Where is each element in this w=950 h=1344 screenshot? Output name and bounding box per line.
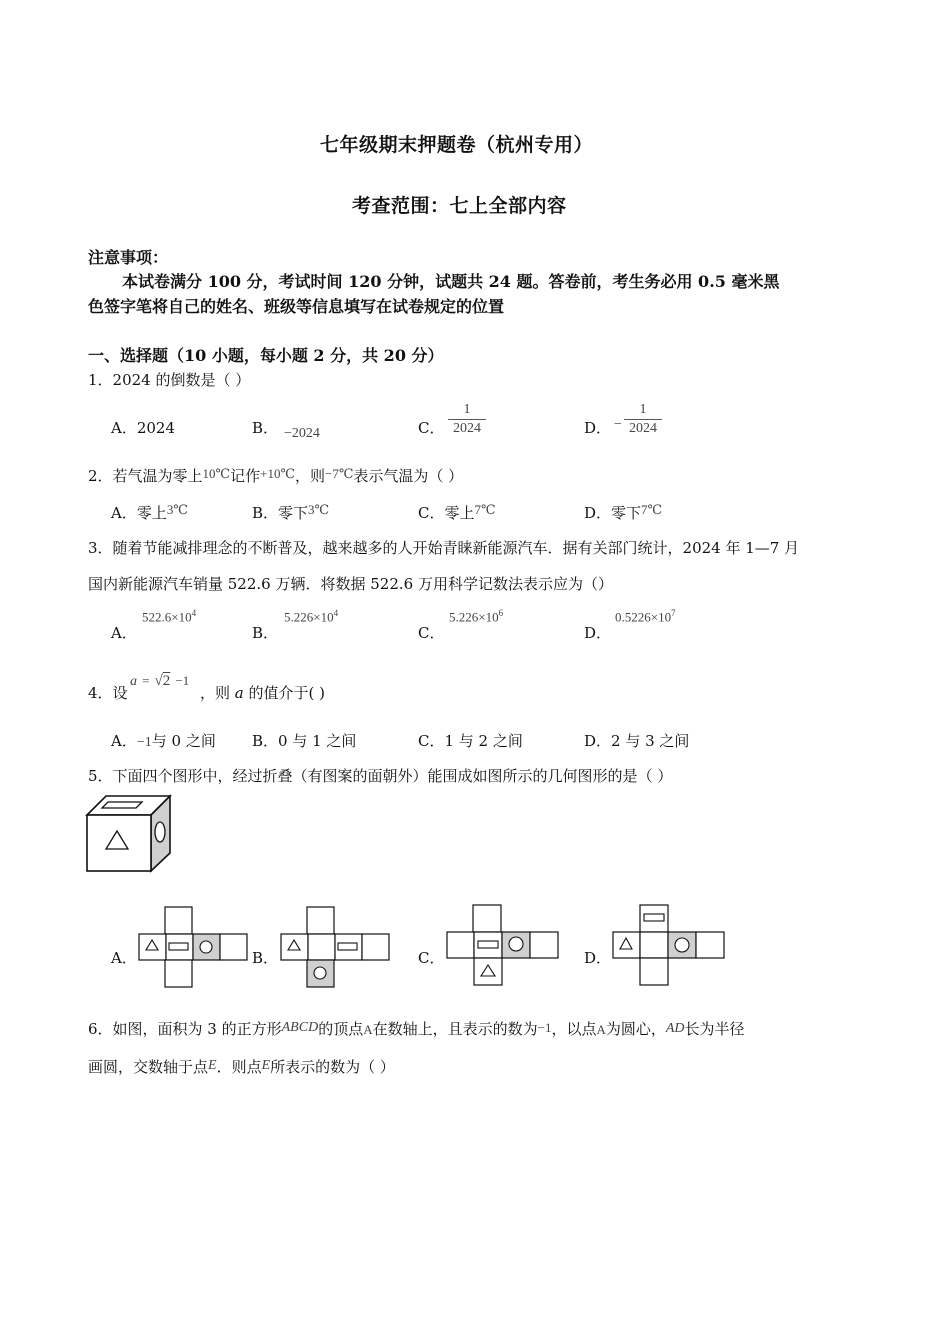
cube-front-face <box>87 815 151 871</box>
net-face <box>530 932 558 958</box>
page-title: 七年级期末押题卷（杭州专用） <box>320 134 594 156</box>
q3-b-exp: 4 <box>333 608 339 618</box>
net-face <box>640 958 668 985</box>
q6-line-1 <box>88 1018 745 1039</box>
q2-option-c <box>418 502 496 523</box>
q6-text-5: 为圆心， <box>605 1020 666 1038</box>
q5-a-label: A． <box>111 949 137 967</box>
q1-c-denominator: 2024 <box>453 421 481 436</box>
net-face <box>473 905 501 932</box>
q3-d-base: 0.5226×10 <box>615 609 672 625</box>
q3-b-value <box>284 608 338 625</box>
notice-line-2: 色签字笔将自己的姓名、班级等信息填写在试卷规定的位置 <box>88 297 505 316</box>
q2-math-1: 10℃ <box>202 466 231 481</box>
q1-a-label: A． <box>111 419 137 437</box>
q6-text-1: 6．如图，面积为 3 的正方形 <box>88 1020 282 1038</box>
rectangle-icon <box>644 914 664 921</box>
q2-c-value: 7℃ <box>474 502 496 517</box>
q4-eq: = <box>142 673 150 688</box>
q3-c-exp: 6 <box>498 608 504 618</box>
q2-math-2: +10℃ <box>260 466 295 481</box>
q6-math-e2: E <box>261 1058 271 1073</box>
q1-d-sign: − <box>614 417 622 432</box>
q4-formula <box>130 670 189 690</box>
q2-d-value: 7℃ <box>641 502 663 517</box>
q6-text-8: ．则点 <box>216 1058 262 1076</box>
q1-c-label: C． <box>418 419 445 437</box>
net-face <box>165 960 192 987</box>
q2-c-label: C．零上 <box>418 504 475 522</box>
q2-math-3: −7℃ <box>325 466 354 481</box>
q2-b-label: B．零下 <box>252 504 309 522</box>
q1-c-fraction <box>448 402 486 437</box>
q5-d-label: D． <box>584 949 612 967</box>
q2-option-a <box>111 502 188 523</box>
q1-d-fraction <box>624 402 662 437</box>
q2-d-label: D．零下 <box>584 504 642 522</box>
q3-a-base: 522.6×10 <box>142 609 192 625</box>
net-a <box>138 906 248 988</box>
q3-line-1: 3．随着节能减排理念的不断普及，越来越多的人开始青睐新能源汽车．据有关部门统计，2024 年 1—7 月 <box>88 539 800 557</box>
q3-b-base: 5.226×10 <box>284 609 334 625</box>
q1-stem: 1．2024 的倒数是（ ） <box>88 371 251 389</box>
q4-label: 4．设 <box>88 684 128 702</box>
circle-icon <box>675 938 689 952</box>
q6-text-7: 画圆，交数轴于点 <box>88 1058 209 1076</box>
q1-d-label: D． <box>584 419 612 437</box>
q4-radicand: 2 <box>162 673 171 689</box>
net-face <box>307 907 334 934</box>
q5-stem: 5．下面四个图形中，经过折叠（有图案的面朝外）能围成如图所示的几何图形的是（ ） <box>88 767 673 785</box>
cube-figure <box>86 795 172 873</box>
q6-text-4: ，以点 <box>551 1020 597 1038</box>
net-face <box>640 932 668 958</box>
q6-math-abcd: ABCD <box>281 1020 319 1035</box>
q1-b-value: −2024 <box>284 426 320 441</box>
q2-a-label: A．零上 <box>111 504 167 522</box>
q3-a-label: A． <box>111 624 137 642</box>
q3-d-value <box>615 608 676 625</box>
q6-text-6: 长为半径 <box>684 1020 745 1038</box>
q1-d-denominator: 2024 <box>629 421 657 436</box>
q1-d-numerator: 1 <box>639 402 647 417</box>
net-face <box>308 934 335 960</box>
q4-stem-tail <box>200 682 325 703</box>
q4-var-a: a <box>130 674 137 689</box>
q6-line-2 <box>88 1056 395 1077</box>
q2-stem <box>88 465 463 486</box>
q3-d-label: D． <box>584 624 612 642</box>
rectangle-icon <box>338 943 357 950</box>
rectangle-icon <box>102 802 142 808</box>
net-face <box>696 932 724 958</box>
q2-option-b <box>252 502 329 523</box>
q4-var: a <box>234 684 244 702</box>
net-face <box>447 932 474 958</box>
q6-text-9: 所表示的数为（ ） <box>270 1058 395 1076</box>
q1-option-a <box>111 417 175 438</box>
net-d <box>612 904 726 986</box>
q1-a-value: 2024 <box>136 419 176 437</box>
circle-icon <box>155 822 165 842</box>
q3-a-exp: 4 <box>191 608 197 618</box>
net-face <box>165 907 192 934</box>
q2-text-2: 记作 <box>230 467 261 485</box>
q3-b-label: B． <box>252 624 279 642</box>
net-face <box>220 934 247 960</box>
notice-heading: 注意事项： <box>88 248 169 267</box>
page-subtitle: 考查范围：七上全部内容 <box>352 195 567 217</box>
q6-math-e: E <box>208 1058 217 1073</box>
q5-c-label: C． <box>418 949 445 967</box>
rectangle-icon <box>478 941 498 948</box>
q6-math-neg1: −1 <box>537 1020 552 1035</box>
q4-option-c: C．1 与 2 之间 <box>418 732 523 750</box>
q4-text-3: 的值介于( ) <box>243 684 325 702</box>
net-face <box>474 958 502 985</box>
q3-c-base: 5.226×10 <box>449 609 499 625</box>
q4-option-a <box>111 730 216 751</box>
q3-d-exp: 7 <box>671 608 676 618</box>
q4-option-b: B．0 与 1 之间 <box>252 732 357 750</box>
q2-a-value: 3℃ <box>166 502 188 517</box>
fraction-bar <box>624 419 662 420</box>
fraction-bar <box>448 419 486 420</box>
q2-option-d <box>584 502 662 523</box>
net-face <box>362 934 389 960</box>
q2-b-value: 3℃ <box>308 502 330 517</box>
q2-text-4: 表示气温为（ ） <box>353 467 464 485</box>
q6-math-a2: A <box>596 1022 606 1037</box>
q1-b-label: B． <box>252 419 279 437</box>
q4-minus-one: −1 <box>175 673 190 688</box>
q3-line-2: 国内新能源汽车销量 522.6 万辆．将数据 522.6 万用科学记数法表示应为（） <box>88 575 613 593</box>
q4-a-text: 与 0 之间 <box>151 732 216 750</box>
q1-c-numerator: 1 <box>463 402 471 417</box>
net-c <box>446 904 560 986</box>
q6-text-2: 的顶点 <box>318 1020 364 1038</box>
notice-line-1: 本试卷满分 100 分，考试时间 120 分钟，试题共 24 题。答卷前，考生务必用 0.5 毫米黑 <box>122 272 780 291</box>
section-heading: 一、选择题（10 小题，每小题 2 分，共 20 分） <box>88 346 444 365</box>
q6-math-ad: AD <box>665 1021 685 1036</box>
q3-c-label: C． <box>418 624 445 642</box>
circle-icon <box>509 937 523 951</box>
q2-text-3: ，则 <box>294 467 325 485</box>
net-face <box>139 934 166 960</box>
q4-text-2: ，则 <box>200 684 235 702</box>
q4-option-d: D．2 与 3 之间 <box>584 732 690 750</box>
circle-icon <box>200 941 212 953</box>
q6-text-3: 在数轴上，且表示的数为 <box>372 1020 538 1038</box>
q4-radical: √2 <box>154 673 171 689</box>
circle-icon <box>314 967 326 979</box>
net-face <box>281 934 308 960</box>
q4-a-label: A． <box>111 732 137 750</box>
net-face <box>613 932 640 958</box>
rectangle-icon <box>169 943 188 950</box>
net-b <box>280 906 390 988</box>
q4-a-math: −1 <box>136 735 152 750</box>
q2-text-1: 2．若气温为零上 <box>88 467 203 485</box>
q3-c-value <box>449 608 503 625</box>
q5-b-label: B． <box>252 949 279 967</box>
q3-a-value <box>142 608 196 625</box>
q6-math-a: A <box>363 1022 373 1037</box>
